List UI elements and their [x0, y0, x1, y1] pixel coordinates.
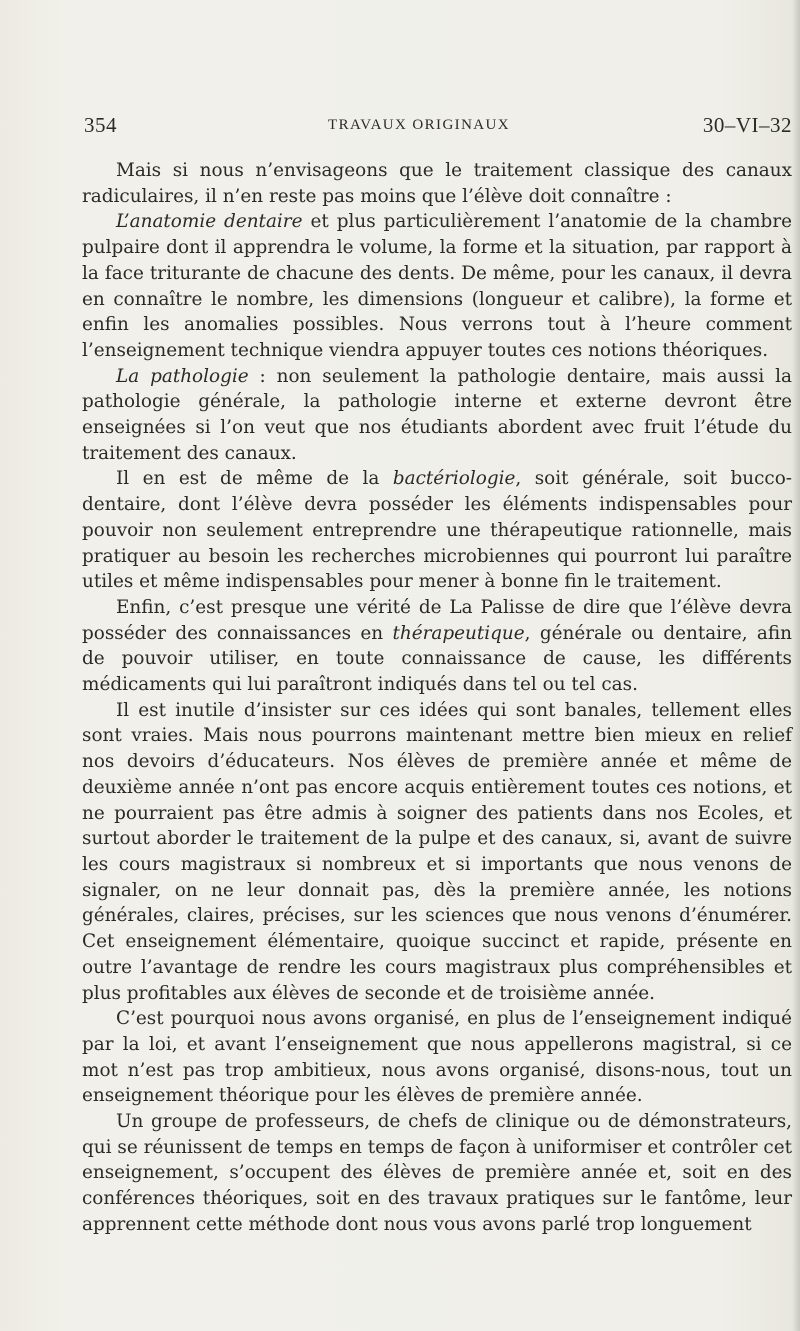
italic-term: L’anatomie dentaire: [116, 211, 303, 233]
italic-term: bactériologie: [392, 468, 516, 490]
issue-date: 30–VI–32: [702, 113, 792, 137]
section-title: TRAVAUX ORIGINAUX: [328, 117, 511, 133]
paragraph: [82, 466, 792, 595]
running-header: [84, 113, 792, 141]
paragraph-text: Un groupe de professeurs, de chefs de clinique ou de démonstrateurs, qui se réunissent de temps en temps de façon à uniformiser et contrôler cet enseignement, s’occupent des élèves de première année et, soit en des conférences théoriques, soit en des travaux pratiques sur le fantôme, leur apprennent cette méthode dont nous vous avons parlé trop longuement: [82, 1111, 792, 1235]
paragraph: [82, 1006, 792, 1109]
paragraph-text: Enfin, c’est presque une vérité de La Palisse de dire que l’élève devra posséder des connaissances en: [82, 596, 792, 644]
paragraph: [82, 364, 792, 467]
page-edge-shadow: [792, 0, 800, 1331]
paragraph-text: et plus particulièrement l’anatomie de la chambre pulpaire dont il apprendra le volume, la forme et la situation, par rapport à la face triturante de chacune des dents. De même, pour les canaux, il devra en connaître le nombre, les dimensions (longueur et calibre), la forme et enfin les anomalies possibles. Nous verrons tout à l’heure comment l’enseignement technique viendra appuyer toutes ces notions théoriques.: [82, 211, 792, 361]
paragraph-text: Il en est de même de la: [116, 468, 393, 490]
paragraph-text: , générale ou dentaire, afin de pouvoir utiliser, en toute connaissance de cause, les différents médicaments qui lui paraîtront indiqués dans tel ou tel cas.: [82, 622, 793, 696]
paragraph: [82, 1109, 792, 1238]
paragraph-text: Il est inutile d’insister sur ces idées qui sont banales, tellement elles sont vraies. Mais nous pourrons maintenant mettre bien mieux en relief nos devoirs d’éducateurs. Nos élèves de première année et même de deuxième année n’ont pas encore acquis entièrement toutes ces notions, et ne pourraient pas être admis à soigner des patients dans nos Ecoles, et surtout aborder le traitement de la pulpe et des canaux, si, avant de suivre les cours magistraux si nombreux et si importants que nous venons de signaler, on ne leur donnait pas, dès la première année, les notions générales, claires, précises, sur les sciences que nous venons d’énumérer. Cet enseignement élémentaire, quoique succinct et rapide, présente en outre l’avantage de rendre les cours magistraux plus compréhensibles et plus profitables aux élèves de seconde et de troisième année.: [82, 699, 792, 1004]
paragraph-text: Mais si nous n’envisageons que le traitement classique des canaux radiculaires, il n’en reste pas moins que l’élève doit connaître :: [82, 160, 792, 207]
italic-term: La pathologie: [116, 365, 249, 387]
page-number: 354: [84, 113, 117, 137]
paragraph: [82, 595, 792, 698]
article-body: [82, 158, 792, 1238]
paragraph-text: : non seulement la pathologie dentaire, mais aussi la pathologie générale, la pathologie interne et externe devront être enseignées si l’on veut que nos étudiants abordent avec fruit l’étude du traitement des canaux.: [82, 365, 792, 464]
paragraph: [82, 158, 792, 209]
paragraph: [82, 698, 792, 1006]
paragraph-text: C’est pourquoi nous avons organisé, en plus de l’enseignement indiqué par la loi, et avant l’enseignement que nous appellerons magistral, si ce mot n’est pas trop ambitieux, nous avons organisé, disons-nous, tout un enseignement théorique pour les élèves de première année.: [82, 1008, 792, 1107]
paragraph: [82, 209, 792, 363]
paragraph-text: , soit générale, soit bucco-dentaire, dont l’élève devra posséder les éléments indispensables pour pouvoir non seulement entreprendre une thérapeutique rationnelle, mais pratiquer au besoin les recherches microbiennes qui pourront lui paraître utiles et même indispensables pour mener à bonne fin le traitement.: [82, 468, 793, 593]
italic-term: thérapeutique: [392, 622, 525, 644]
